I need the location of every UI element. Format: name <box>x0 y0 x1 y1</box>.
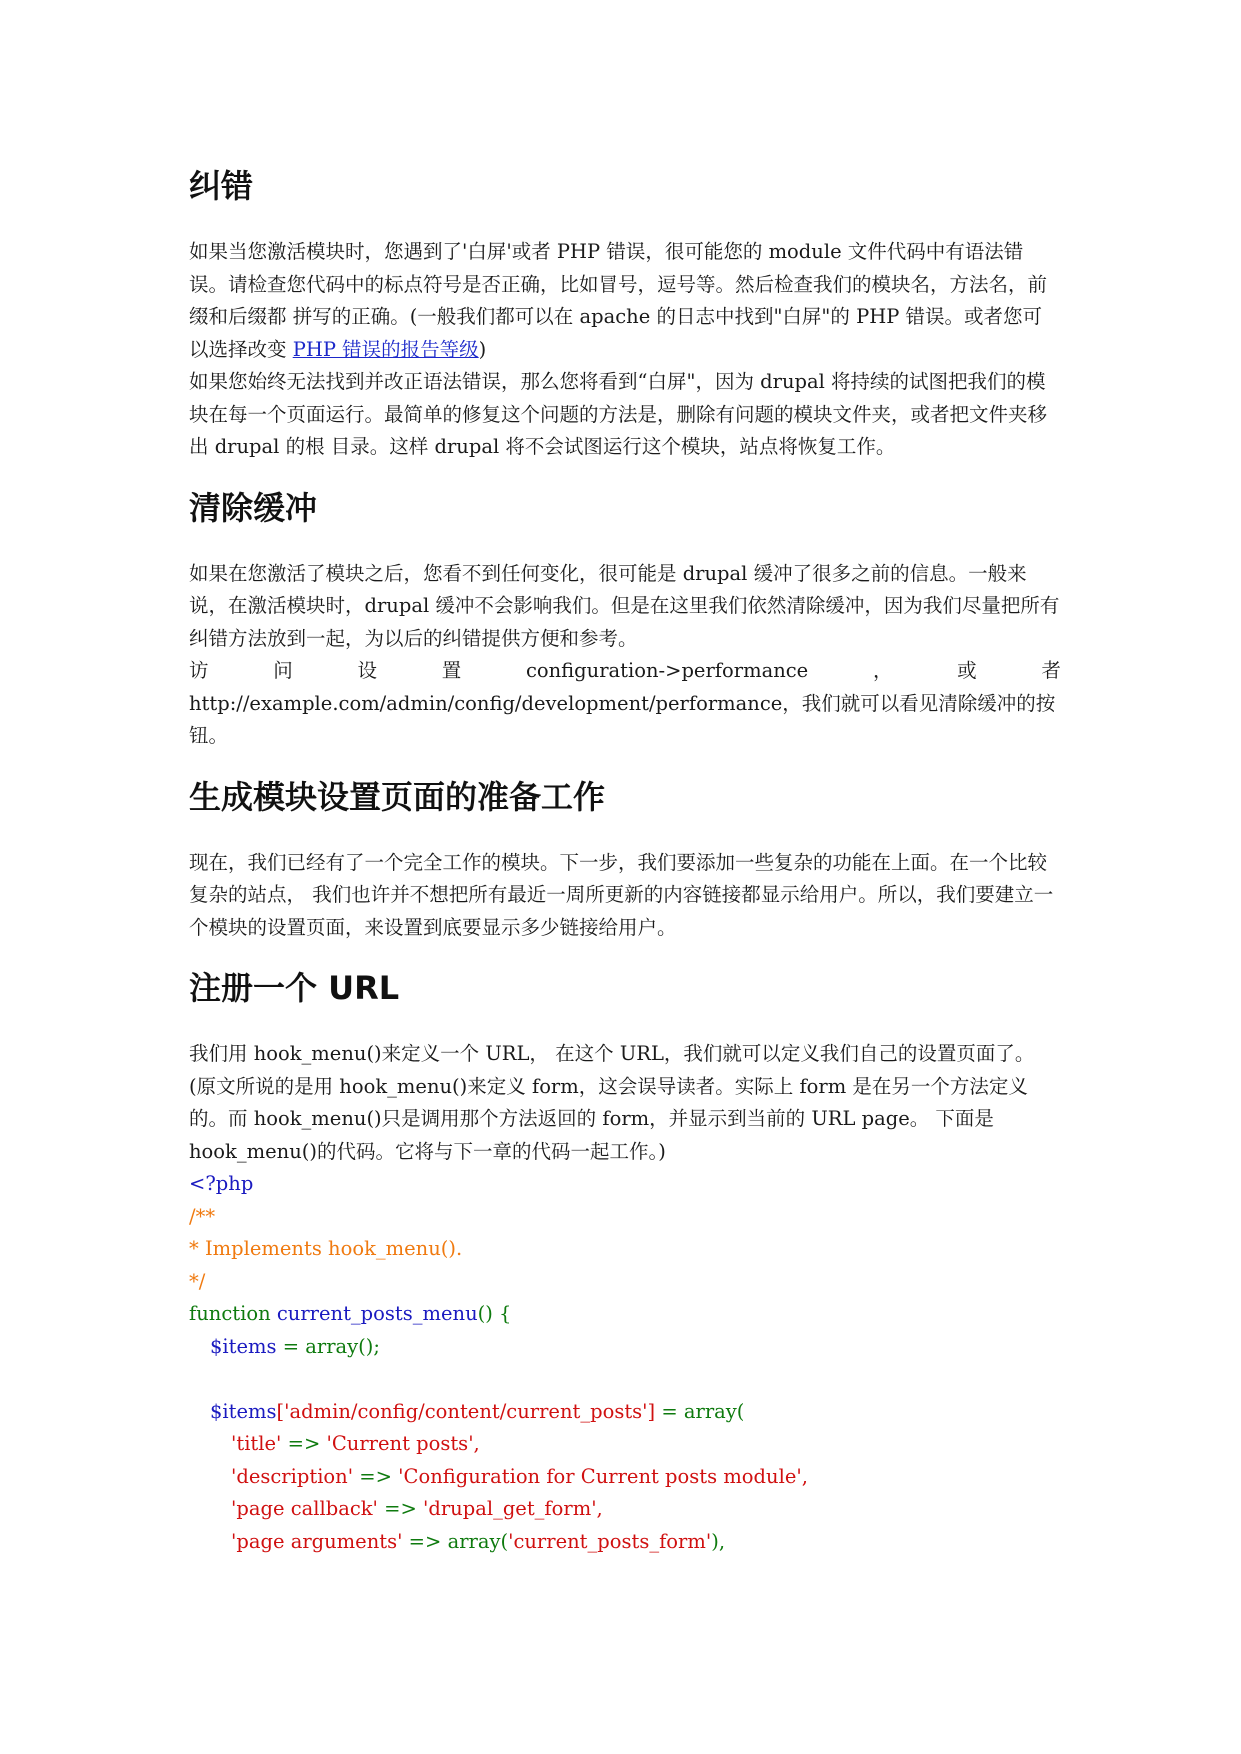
code-line <box>189 1396 1061 1429</box>
paragraph-text: 如果当您激活模块时，您遇到了'白屏'或者 PHP 错误，很可能您的 module 文件代码中有语法错误。请检查您代码中的标点符号是否正确，比如冒号，逗号等。然后检查我们的模块名，方法名，前缀和后缀都 拼写的正确。(一般我们都可以在 apache 的日志中找到"白屏"的 PHP 错误。或者您可以选择改变 <box>189 240 1048 361</box>
code-line: */ <box>189 1269 206 1293</box>
paragraph-register-url: 我们用 hook_menu()来定义一个 URL， 在这个 URL，我们就可以定义我们自己的设置页面了。(原文所说的是用 hook_menu()来定义 form，这会误导读者。实际上 form 是在另一个方法定义的。而 hook_menu()只是调用那个方法返回的 form，并显示到当前的 URL page。 下面是 hook_menu()的代码。它将与下一章的代码一起工作。) <box>189 1042 1035 1163</box>
paragraph-debug-1 <box>189 236 1061 366</box>
paragraph-clear-cache-1: 如果在您激活了模块之后，您看不到任何变化，很可能是 drupal 缓冲了很多之前的信息。一般来说，在激活模块时，drupal 缓冲不会影响我们。但是在这里我们依然清除缓冲，因为我们尽量把所有纠错方法放到一起，为以后的纠错提供方便和参考。 <box>189 561 1060 650</box>
code-token: => <box>353 1464 399 1488</box>
code-function-name: current_posts_menu <box>276 1302 478 1325</box>
code-line <box>189 1526 1061 1559</box>
code-token: => <box>281 1432 327 1455</box>
code-token: => <box>377 1497 423 1520</box>
code-string: ['admin/config/content/current_posts'] <box>276 1399 656 1423</box>
word: 者 <box>1041 659 1061 682</box>
section-title-settings-prep: 生成模块设置页面的准备工作 <box>189 777 606 816</box>
code-token: = array(); <box>276 1334 380 1358</box>
code-token: () { <box>477 1302 512 1325</box>
code-token: = array( <box>655 1399 745 1423</box>
code-token: => <box>402 1529 448 1553</box>
word: ， <box>872 659 893 682</box>
code-string: 'page arguments' <box>231 1529 403 1553</box>
code-line-blank <box>189 1363 1061 1396</box>
url-line: http://example.com/admin/config/development/performance，我们就可以看见清除缓冲的按钮。 <box>189 691 1056 747</box>
code-token: array( <box>447 1529 509 1553</box>
code-string: 'current_posts_form' <box>508 1529 712 1553</box>
code-string: 'page callback' <box>231 1497 378 1520</box>
code-line: * Implements hook_menu(). <box>189 1237 463 1260</box>
code-line <box>189 1298 1061 1331</box>
php-error-level-link[interactable]: PHP 错误的报告等级 <box>292 337 479 361</box>
paragraph-settings-prep: 现在，我们已经有了一个完全工作的模块。下一步，我们要添加一些复杂的功能在上面。在一个比较复杂的站点， 我们也许并不想把所有最近一周所更新的内容链接都显示给用户。所以，我们要建立一个模块的设置页面，来设置到底要显示多少链接给用户。 <box>189 850 1054 939</box>
word: 问 <box>273 659 293 682</box>
code-line <box>189 1428 1061 1461</box>
code-variable: $items <box>210 1399 277 1423</box>
code-line: /** <box>189 1204 216 1228</box>
code-string: 'Configuration for Current posts module', <box>398 1464 808 1488</box>
code-line: <?php <box>189 1172 254 1195</box>
justified-line <box>189 655 1061 688</box>
section-title-debug: 纠错 <box>189 167 254 205</box>
word: 设 <box>357 659 377 682</box>
word: 或 <box>957 659 977 682</box>
document-content <box>189 150 1061 1558</box>
code-string: 'Current posts', <box>326 1432 480 1455</box>
code-token: ), <box>711 1529 726 1553</box>
code-line <box>189 1331 1061 1364</box>
code-string: 'title' <box>231 1432 282 1455</box>
code-block <box>189 1168 1061 1558</box>
word: 置 <box>441 659 462 682</box>
paragraph-debug-2: 如果您始终无法找到并改正语法错误，那么您将看到“白屏"，因为 drupal 将持续的试图把我们的模块在每一个页面运行。最简单的修复这个问题的方法是，删除有问题的模块文件夹，或者把文件夹移出 drupal 的根 目录。这样 drupal 将不会试图运行这个模块，站点将恢复工作。 <box>189 370 1048 458</box>
word: 访 <box>189 659 209 682</box>
section-title-clear-cache: 清除缓冲 <box>189 488 318 527</box>
code-variable: $items <box>210 1334 277 1358</box>
section-title-register-url: 注册一个 URL <box>189 969 400 1007</box>
word: configuration->performance <box>525 659 809 682</box>
code-string: 'drupal_get_form', <box>423 1497 603 1520</box>
code-line <box>189 1461 1061 1494</box>
code-string: 'description' <box>231 1464 354 1488</box>
code-keyword: function <box>189 1302 271 1325</box>
paragraph-text-end: ) <box>478 337 487 361</box>
code-line <box>189 1493 1061 1526</box>
